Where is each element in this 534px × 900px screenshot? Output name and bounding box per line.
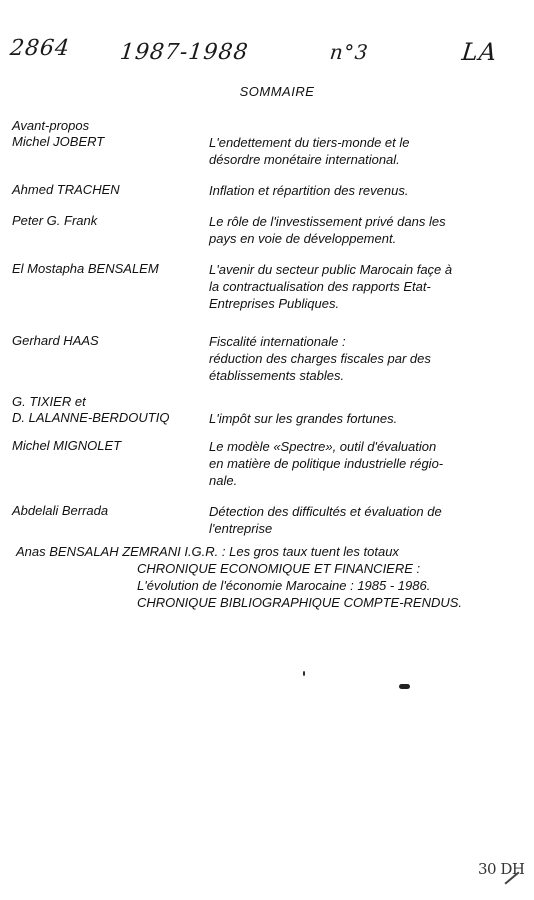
toc-author [12,261,209,277]
toc-article-title [209,213,528,247]
toc-article-line: Le modèle «Spectre», outil d'évaluation [209,439,437,454]
toc-article-line: Fiscalité internationale : [209,334,346,349]
toc-entry [12,394,528,427]
toc-article-line: en matière de politique industrielle régio- [209,456,444,471]
toc-article-line: l'entreprise [209,521,273,536]
toc-author [12,438,209,454]
toc-article-line: L'avenir du secteur public Marocain façe à [209,262,453,277]
page-title: SOMMAIRE [239,84,315,99]
toc-entry [12,118,528,168]
toc-entry [12,333,528,384]
toc-article-title [209,182,528,199]
toc-author [12,333,209,349]
toc-author [12,503,209,519]
toc-author-line: Abdelali Berrada [12,503,109,518]
ink-speck [399,684,410,689]
handwritten-initials: LA [460,38,499,66]
closing-author-line: Anas BENSALAH ZEMRANI I.G.R. : Les gros taux tuent les totaux [16,544,399,559]
toc-article-title [209,333,528,384]
toc-article-line: pays en voie de développement. [209,231,397,246]
handwritten-issue: n°3 [328,40,370,64]
toc-entry [12,213,528,247]
toc-author-line: Michel MIGNOLET [12,438,122,453]
toc-author-line: Michel JOBERT [12,134,105,149]
toc-author [12,182,209,198]
toc-article-line: L'endettement du tiers-monde et le [209,135,410,150]
toc-entry [12,503,528,537]
toc-article-title [209,503,528,537]
toc-author-line: G. TIXIER et [12,394,86,409]
toc-article-line: nale. [209,473,238,488]
toc-article-line: établissements stables. [209,368,345,383]
toc-author-line: Gerhard HAAS [12,333,99,348]
toc-article-title [209,438,528,489]
toc-article-line: L'impôt sur les grandes fortunes. [209,411,398,426]
toc-entry [12,438,528,489]
handwritten-years: 1987-1988 [118,40,250,65]
closing-section [16,543,532,611]
toc-article-line: réduction des charges fiscales par des [209,351,431,366]
table-of-contents [12,118,528,537]
chronicle-line: CHRONIQUE ECONOMIQUE ET FINANCIERE : [137,561,421,576]
toc-article-line: la contractualisation des rapports Etat- [209,279,431,294]
price-stamp: 30 DH [478,860,525,878]
toc-author-line: El Mostapha BENSALEM [12,261,159,276]
toc-author-line: D. LALANNE-BERDOUTIQ [12,410,170,425]
handwritten-code: 2864 [8,36,72,61]
chronicle-line: CHRONIQUE BIBLIOGRAPHIQUE COMPTE-RENDUS. [137,595,463,610]
toc-entry [12,182,528,199]
toc-article-line: désordre monétaire international. [209,152,400,167]
toc-author-line: Ahmed TRACHEN [12,182,120,197]
ink-speck [303,671,305,676]
toc-entry [12,261,528,312]
toc-author-line: Avant-propos [12,118,90,133]
chronicle-line: L'évolution de l'économie Marocaine : 1985 - 1986. [137,578,431,593]
toc-author [12,213,209,229]
toc-author [12,394,209,426]
toc-article-line: Inflation et répartition des revenus. [209,183,409,198]
toc-article-line: Détection des difficultés et évaluation de [209,504,442,519]
toc-author-line: Peter G. Frank [12,213,98,228]
toc-article-title [209,134,528,168]
toc-author [12,118,209,150]
toc-article-line: Le rôle de l'investissement privé dans les [209,214,446,229]
toc-article-line: Entreprises Publiques. [209,296,340,311]
toc-article-title [209,261,528,312]
toc-article-title [209,410,528,427]
